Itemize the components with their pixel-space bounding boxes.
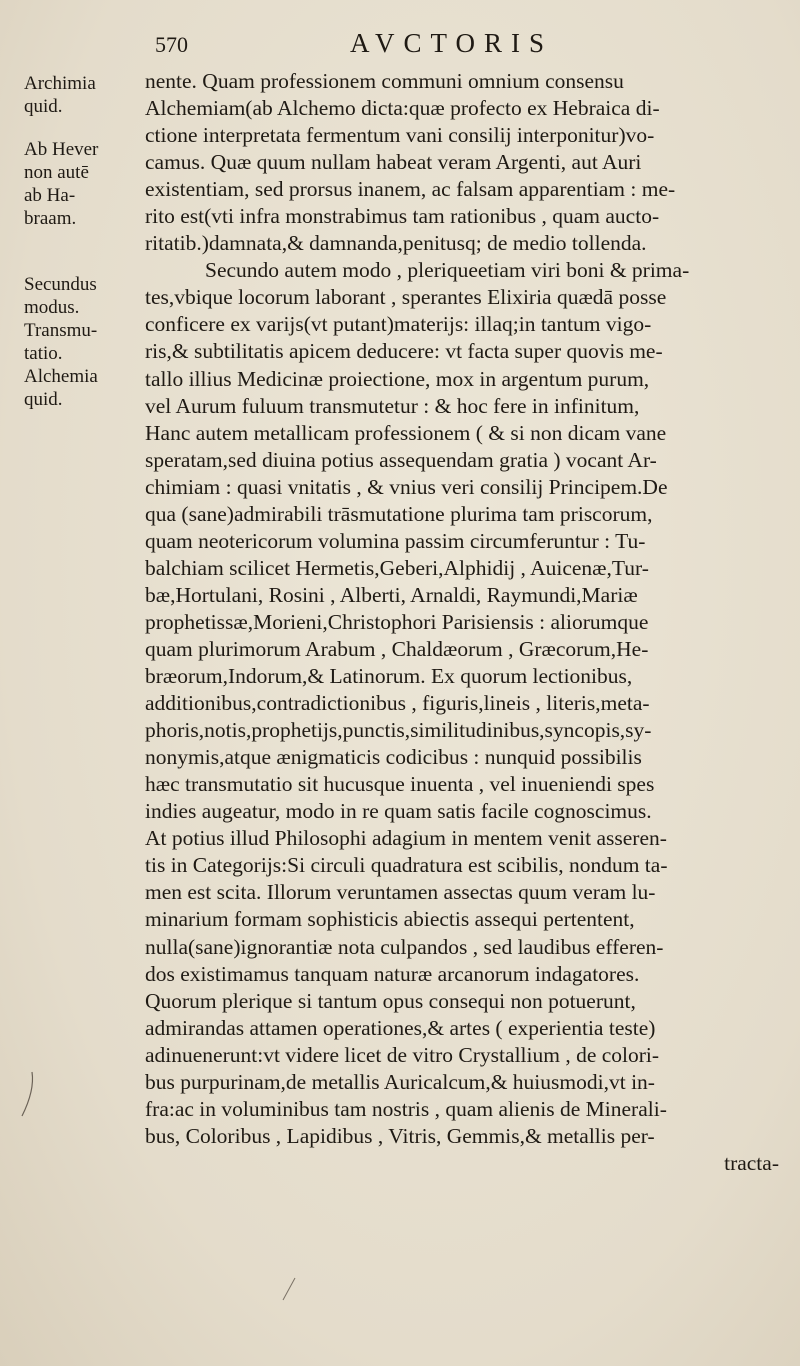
- margin-note-line: Transmu-: [24, 320, 98, 341]
- pencil-slash-icon: [280, 1276, 298, 1302]
- text-line: existentiam, sed prorsus inanem, ac falsam apparentiam : me-: [145, 177, 676, 202]
- text-line: men est scita. Illorum veruntamen assectas quum veram lu-: [145, 880, 656, 905]
- text-line: additionibus,contradictionibus , figuris,lineis , literis,meta-: [145, 691, 650, 716]
- margin-note-line: Archimia: [24, 73, 96, 94]
- text-line: rito est(vti infra monstrabimus tam rationibus , quam aucto-: [145, 204, 660, 229]
- margin-note-line: tatio.: [24, 343, 63, 364]
- text-line: quam neotericorum volumina passim circumferuntur : Tu-: [145, 528, 646, 553]
- text-line: bræorum,Indorum,& Latinorum. Ex quorum lectionibus,: [145, 664, 633, 689]
- text-line: Secundo autem modo , pleriqueetiam viri boni & prima-: [205, 258, 690, 283]
- text-line: fra:ac in voluminibus tam nostris , quam alienis de Minerali-: [145, 1096, 667, 1121]
- main-text-block: [145, 68, 785, 1177]
- text-line: bus purpurinam,de metallis Auricalcum,& huiusmodi,vt in-: [145, 1069, 655, 1094]
- text-line: speratam,sed diuina potius assequendam gratia ) vocant Ar-: [145, 447, 657, 472]
- text-line: ris,& subtilitatis apicem deducere: vt facta super quovis me-: [145, 339, 663, 364]
- margin-note-line: Ab Hever: [24, 139, 99, 160]
- text-line: qua (sane)admirabili trāsmutatione plurima tam priscorum,: [145, 501, 653, 526]
- text-line: admirandas attamen operationes,& artes ( experientia teste): [145, 1015, 656, 1040]
- text-line: ritatib.)damnata,& damnanda,penitusq; de medio tollenda.: [145, 231, 647, 256]
- margin-note-archimia: [24, 72, 142, 118]
- margin-notes: [24, 72, 142, 411]
- text-line: nulla(sane)ignorantiæ nota culpandos , sed laudibus efferen-: [145, 934, 664, 959]
- text-line: ctione interpretata fermentum vani consilij interponitur)vo-: [145, 123, 655, 148]
- text-line: Hanc autem metallicam professionem ( & si non dicam vane: [145, 420, 667, 445]
- text-line: camus. Quæ quum nullam habeat veram Argenti, aut Auri: [145, 150, 642, 175]
- text-line: conficere ex varijs(vt putant)materijs: illaq;in tantum vigo-: [145, 312, 652, 337]
- margin-note-ab-hever: [24, 138, 142, 230]
- text-line: phoris,notis,prophetijs,punctis,similitudinibus,syncopis,sy-: [145, 718, 652, 743]
- text-line: bus, Coloribus , Lapidibus , Vitris, Gemmis,& metallis per-: [145, 1123, 655, 1148]
- page-header: [145, 24, 765, 64]
- text-line: dos existimamus tanquam naturæ arcanorum indagatores.: [145, 961, 640, 986]
- text-line: balchiam scilicet Hermetis,Geberi,Alphidij , Auicenæ,Tur-: [145, 555, 649, 580]
- margin-note-line: ab Ha-: [24, 185, 76, 206]
- text-line: tis in Categorijs:Si circuli quadratura est scibilis, nondum ta-: [145, 853, 668, 878]
- margin-note-secundus-modus: [24, 273, 142, 411]
- text-line: At potius illud Philosophi adagium in mentem venit asseren-: [145, 826, 667, 851]
- margin-note-line: quid.: [24, 389, 63, 410]
- catchword: tracta-: [724, 1150, 779, 1175]
- margin-note-line: non autē: [24, 162, 89, 183]
- text-line: indies augeatur, modo in re quam satis facile cognoscimus.: [145, 799, 652, 824]
- page-number: 570: [155, 32, 188, 57]
- pencil-mark-icon: [18, 1070, 38, 1120]
- text-line: nonymis,atque ænigmaticis codicibus : nunquid possibilis: [145, 745, 642, 770]
- text-line: prophetissæ,Morieni,Christophori Parisiensis : aliorumque: [145, 609, 649, 634]
- text-line: Quorum plerique si tantum opus consequi non potuerunt,: [145, 988, 636, 1013]
- text-line: tallo illius Medicinæ proiectione, mox in argentum purum,: [145, 366, 650, 391]
- text-line: nente. Quam professionem communi omnium consensu: [145, 69, 624, 93]
- margin-note-line: Secundus: [24, 274, 97, 295]
- text-line: quam plurimorum Arabum , Chaldæorum , Græcorum,He-: [145, 636, 649, 661]
- margin-note-line: Alchemia: [24, 366, 98, 387]
- text-line: minarium formam sophisticis abiectis assequi pertentent,: [145, 907, 635, 932]
- text-line: chimiam : quasi vnitatis , & vnius veri consilij Principem.De: [145, 474, 668, 499]
- text-line: adinuenerunt:vt videre licet de vitro Crystallium , de colori-: [145, 1042, 660, 1067]
- text-line: hæc transmutatio sit hucusque inuenta , vel inueniendi spes: [145, 772, 655, 797]
- margin-note-line: quid.: [24, 96, 63, 117]
- text-line: Alchemiam(ab Alchemo dicta:quæ profecto ex Hebraica di-: [145, 96, 660, 121]
- text-line: tes,vbique locorum laborant , sperantes Elixiria quædā posse: [145, 285, 667, 310]
- running-title: AVCTORIS: [350, 28, 554, 58]
- margin-note-line: braam.: [24, 208, 77, 229]
- margin-note-line: modus.: [24, 297, 80, 318]
- text-line: vel Aurum fuluum transmutetur : & hoc fere in infinitum,: [145, 393, 640, 418]
- text-line: bæ,Hortulani, Rosini , Alberti, Arnaldi, Raymundi,Mariæ: [145, 582, 638, 607]
